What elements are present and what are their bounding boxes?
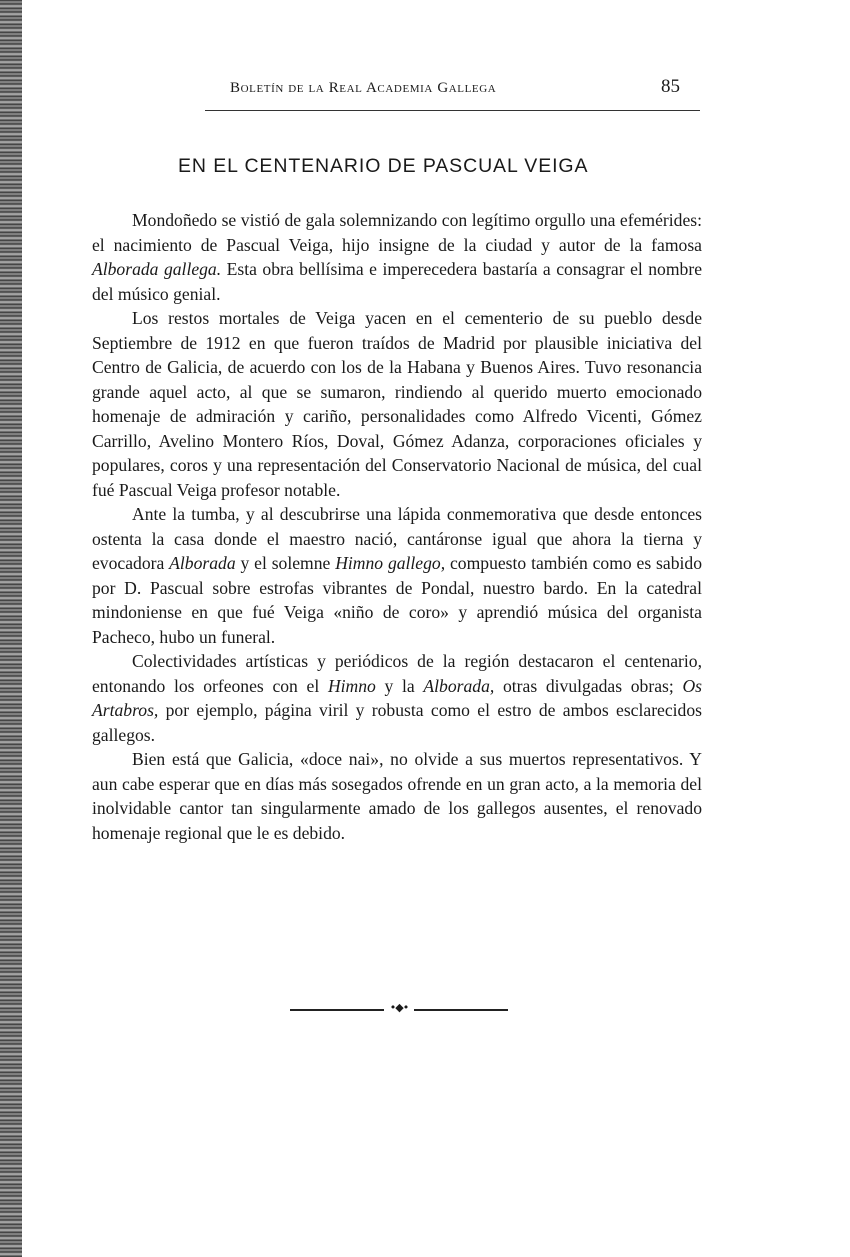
paragraph-2: Los restos mortales de Veiga yacen en el cementerio de su pueblo desde Septiembre de 1912 en que fueron traídos de Madrid por plausible iniciativa del Centro de Galicia, de acuerdo con los de la Habana y Buenos Aires. Tuvo resonancia grande aquel acto, al que se sumaron, rindiendo al querido muerto emocionado homenaje de admiración y cariño, personalidades como Alfredo Vicenti, Gómez Carrillo, Avelino Montero Ríos, Doval, Gómez Adanza, corporaciones oficiales y populares, coros y una representación del Conservatorio Nacional de música, del cual fué Pascual Veiga profesor notable. [92, 308, 702, 500]
divider-ornament: •◆• [384, 1000, 414, 1016]
page-number: 85 [661, 76, 680, 97]
article-title: EN EL CENTENARIO DE PASCUAL VEIGA [178, 155, 589, 177]
article-body [92, 208, 702, 845]
paragraph-5: Bien está que Galicia, «doce nai», no olvide a sus muertos representativos. Y aun cabe esperar que en días más sosegados ofrende en un gran acto, a la memoria del inolvidable cantor tan singularmente amado de los gallegos ausentes, el renovado homenaje regional que le es debido. [92, 749, 702, 843]
running-header [205, 76, 700, 111]
paragraph-4: Colectividades artísticas y periódicos de la región destacaron el centenario, entonando los orfeones con el Himno y la Alborada, otras divulgadas obras; Os Artabros, por ejemplo, página viril y robusta como el estro de ambos esclarecidos gallegos. [92, 651, 703, 745]
paragraph-3: Ante la tumba, y al descubrirse una lápida conmemorativa que desde entonces ostenta la casa donde el maestro nació, cantáronse igual que ahora la tierna y evocadora Alborada y el solemne Himno gallego, compuesto también como es sabido por D. Pascual sobre estrofas vibrantes de Pondal, nuestro bardo. En la catedral mindoniense en que fué Veiga «niño de coro» y aprendió música del organista Pacheco, hubo un funeral. [92, 504, 702, 647]
ornamental-rule-icon [290, 1001, 508, 1014]
paragraph-1: Mondoñedo se vistió de gala solemnizando con legítimo orgullo una efemérides: el nacimiento de Pascual Veiga, hijo insigne de la ciudad y autor de la famosa Alborada gallega. Esta obra bellísima e imperecedera bastaría a consagrar el nombre del músico genial. [92, 210, 702, 304]
running-title: Boletín de la Real Academia Gallega [230, 80, 497, 96]
scanned-page-edge [0, 0, 22, 1257]
